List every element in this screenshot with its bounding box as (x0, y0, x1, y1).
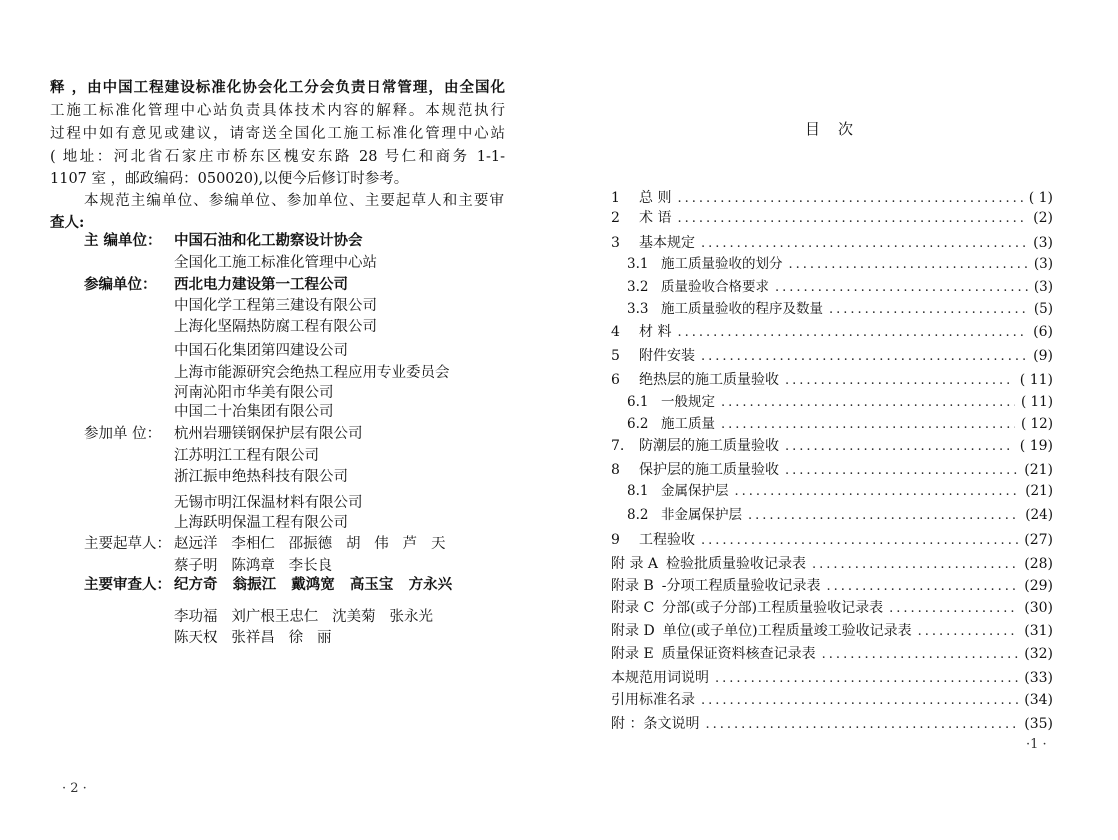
toc-dot-leader (701, 691, 1018, 711)
toc-entry (611, 598, 1053, 618)
toc-dot-leader (822, 645, 1019, 665)
toc-entry-number: 8.1 (627, 483, 649, 499)
toc-entry-title: 施工质量验收的划分 (661, 256, 783, 272)
toc-dot-leader (826, 577, 1018, 597)
toc-dot-leader (677, 209, 1027, 229)
toc-entry-page: (6) (1033, 324, 1053, 340)
toc-entry (611, 554, 1053, 574)
toc-entry-page: (21) (1025, 483, 1053, 499)
intro-line-1: 释 ，由中国工程建设标准化协会化工分会负责日常管理，由全国化 (50, 79, 505, 96)
toc-entry-page: (21) (1024, 462, 1053, 478)
right-page (559, 0, 1118, 840)
toc-entry-page: (28) (1024, 556, 1053, 572)
toc-entry-title: 附件安装 (639, 348, 695, 364)
toc-entry-title: 检验批质量验收记录表 (666, 556, 807, 572)
toc-entry (611, 668, 1053, 688)
toc-entry-title: 防潮层的施工质量验收 (639, 438, 779, 454)
intro-line-7: 查人: (50, 214, 85, 231)
toc-entry-page: (29) (1024, 578, 1053, 594)
toc-dot-leader (715, 669, 1018, 689)
toc-entry-page: (3) (1033, 235, 1053, 251)
toc-entry-title: 质量保证资料核查记录表 (661, 646, 816, 662)
reviewers-label: 主要审查人： (84, 576, 171, 593)
participant-unit-3: 浙江振申绝热科技有限公司 (174, 469, 348, 485)
toc-entry-title: 条文说明 (643, 716, 700, 732)
toc-dot-leader (705, 715, 1018, 735)
toc-entry-number: 6.1 (627, 394, 649, 410)
toc-entry (611, 690, 1053, 710)
co-editor-label: 参编单位： (84, 276, 157, 293)
toc-entry-title: 材 料 (639, 324, 672, 340)
participant-label: 参加单 位： (84, 426, 162, 442)
toc-entry (611, 576, 1053, 596)
toc-entry (611, 644, 1053, 664)
toc-entry-number: 6.2 (627, 416, 649, 432)
toc-entry (611, 370, 1053, 390)
toc-entry-number: 附 录 A (611, 556, 659, 572)
toc-entry (627, 481, 1053, 501)
toc-dot-leader (812, 555, 1018, 575)
toc-entry-number: 3.2 (627, 279, 649, 295)
toc-dot-leader (701, 347, 1027, 367)
toc-entry-number: 3.1 (627, 256, 649, 272)
chief-unit-2: 全国化工施工标准化管理中心站 (174, 255, 377, 271)
toc-dot-leader (789, 255, 1028, 275)
toc-dot-leader (735, 482, 1020, 502)
toc-dot-leader (785, 437, 1014, 457)
toc-title: 目次 (805, 120, 872, 138)
toc-dot-leader (889, 599, 1018, 619)
toc-entry-number: 附录 D (611, 623, 655, 639)
toc-dot-leader (721, 415, 1015, 435)
toc-entry-title: 金属保护层 (661, 483, 729, 499)
toc-entry-page: ( 11) (1019, 372, 1053, 388)
toc-entry-number: 6 (611, 372, 620, 388)
participant-unit-2: 江苏明江工程有限公司 (174, 448, 319, 464)
toc-entry (627, 505, 1053, 525)
co-unit-2: 中国化学工程第三建设有限公司 (174, 298, 377, 314)
toc-entry-title: 总 则 (639, 190, 672, 206)
toc-entry-title: 分部(或子分部)工程质量验收记录表 (662, 600, 884, 616)
toc-entry-title: 绝热层的施工质量验收 (639, 372, 779, 388)
intro-line-6: 本规范主编单位、参编单位、参加单位、主要起草人和主要审 (84, 193, 504, 209)
toc-dot-leader (677, 189, 1022, 209)
toc-entry-title: 术 语 (639, 210, 672, 226)
toc-entry (611, 460, 1053, 480)
toc-entry (611, 530, 1053, 550)
toc-entry-number: 4 (611, 324, 620, 340)
toc-entry-title: 本规范用词说明 (611, 670, 709, 686)
toc-entry-number: 附 ： (611, 716, 644, 732)
toc-entry-page: (3) (1033, 256, 1053, 272)
toc-dot-leader (748, 506, 1019, 526)
toc-entry-page: ( 11) (1020, 394, 1053, 410)
toc-entry-number: 8 (611, 462, 620, 478)
drafters-line-2: 蔡子明 陈鸿章 李长良 (174, 558, 333, 574)
toc-entry (627, 414, 1053, 434)
toc-entry-title: -分项工程质量验收记录表 (661, 578, 821, 594)
toc-entry-page: (27) (1024, 532, 1053, 548)
page-number-left: · 2 · (62, 781, 87, 796)
co-unit-3: 上海化坚隔热防腐工程有限公司 (174, 319, 377, 335)
toc-entry-page: (5) (1033, 301, 1053, 317)
toc-entry-title: 一般规定 (661, 394, 715, 410)
reviewers-line-2: 李功福 刘广根王忠仁 沈美菊 张永光 (174, 609, 433, 625)
co-unit-5: 上海市能源研究会绝热工程应用专业委员会 (174, 365, 450, 381)
co-unit-6: 河南沁阳市华美有限公司 (174, 385, 334, 401)
toc-dot-leader (677, 323, 1027, 343)
toc-entry-number: 3.3 (627, 301, 649, 317)
toc-entry-page: ( 1) (1028, 190, 1053, 206)
toc-entry-page: ( 12) (1020, 416, 1053, 432)
toc-entry-number: 9 (611, 532, 620, 548)
toc-dot-leader (721, 393, 1015, 413)
participant-unit-5: 上海跃明保温工程有限公司 (174, 515, 348, 531)
toc-entry-page: (32) (1024, 646, 1053, 662)
toc-dot-leader (701, 531, 1018, 551)
toc-entry-page: (3) (1033, 279, 1053, 295)
toc-entry-number: 1 (611, 190, 620, 206)
toc-entry-page: (2) (1033, 210, 1053, 226)
toc-entry-page: (30) (1024, 600, 1053, 616)
toc-entry-title: 施工质量 (661, 416, 715, 432)
toc-entry-page: (9) (1033, 348, 1053, 364)
co-unit-7: 中国二十冶集团有限公司 (174, 404, 334, 420)
toc-entry-number: 2 (611, 210, 620, 226)
toc-dot-leader (785, 371, 1014, 391)
toc-entry-title: 保护层的施工质量验收 (639, 462, 779, 478)
toc-dot-leader (918, 622, 1019, 642)
toc-entry-title: 质量验收合格要求 (661, 279, 769, 295)
toc-entry (611, 346, 1053, 366)
toc-entry-title: 工程验收 (639, 532, 695, 548)
toc-entry (627, 277, 1053, 297)
toc-entry-page: ( 19) (1019, 438, 1053, 454)
toc-entry-number: 7. (611, 438, 625, 454)
toc-entry-page: (34) (1024, 692, 1053, 708)
reviewers-line-1: 纪方奇 翁振江 戴鸿宽 高玉宝 方永兴 (174, 576, 453, 593)
toc-entry-title: 非金属保护层 (661, 507, 742, 523)
toc-entry-number: 8.2 (627, 507, 649, 523)
toc-dot-leader (829, 300, 1028, 320)
toc-entry-page: (31) (1024, 623, 1053, 639)
intro-line-4: ( 地址：河北省石家庄市桥东区槐安东路 28 号仁和商务 1-1- (50, 149, 505, 165)
toc-entry (611, 208, 1053, 228)
participant-unit-4: 无锡市明江保温材料有限公司 (174, 495, 363, 511)
toc-entry-page: (35) (1024, 716, 1053, 732)
toc-entry (627, 299, 1053, 319)
intro-line-5: 1107 室 ，邮政编码：050020),以便今后修订时参考。 (50, 171, 409, 187)
toc-entry-title: 施工质量验收的程序及数量 (661, 301, 823, 317)
toc-entry (627, 392, 1053, 412)
toc-entry-number: 附录 B (611, 578, 654, 594)
chief-editor-label: 主 编单位： (84, 232, 162, 249)
toc-entry-number: 3 (611, 235, 620, 251)
toc-entry (627, 254, 1053, 274)
toc-entry (611, 188, 1053, 208)
participant-unit-1: 杭州岩珊镁钢保护层有限公司 (174, 426, 363, 442)
co-unit-1: 西北电力建设第一工程公司 (174, 276, 348, 293)
drafters-line-1: 赵远洋 李相仁 邵振德 胡 伟 芦 天 (174, 536, 446, 552)
toc-entry (611, 322, 1053, 342)
page-number-right: ·1 · (1026, 737, 1047, 752)
toc-entry-number: 5 (611, 348, 620, 364)
toc-dot-leader (701, 234, 1027, 254)
toc-entry-number: 附录 E (611, 646, 654, 662)
toc-entry (611, 714, 1053, 734)
intro-line-3: 过程中如有意见或建议，请寄送全国化工施工标准化管理中心站 (50, 126, 505, 142)
toc-entry (611, 621, 1053, 641)
toc-entry-page: (33) (1024, 670, 1053, 686)
toc-entry (611, 233, 1053, 253)
toc-dot-leader (785, 461, 1018, 481)
toc-entry (611, 436, 1053, 456)
drafters-label: 主要起草人： (84, 536, 171, 552)
reviewers-line-3: 陈天权 张祥昌 徐 丽 (174, 630, 332, 646)
toc-entry-title: 引用标准名录 (611, 692, 695, 708)
toc-entry-number: 附录 C (611, 600, 655, 616)
toc-entry-title: 基本规定 (639, 235, 695, 251)
intro-line-2: 工施工标准化管理中心站负责具体技术内容的解释。本规范执行 (50, 103, 505, 119)
chief-unit-1: 中国石油和化工勘察设计协会 (174, 232, 363, 249)
co-unit-4: 中国石化集团第四建设公司 (174, 343, 348, 359)
toc-entry-title: 单位(或子单位)工程质量竣工验收记录表 (662, 623, 912, 639)
toc-entry-page: (24) (1025, 507, 1053, 523)
toc-dot-leader (775, 278, 1028, 298)
